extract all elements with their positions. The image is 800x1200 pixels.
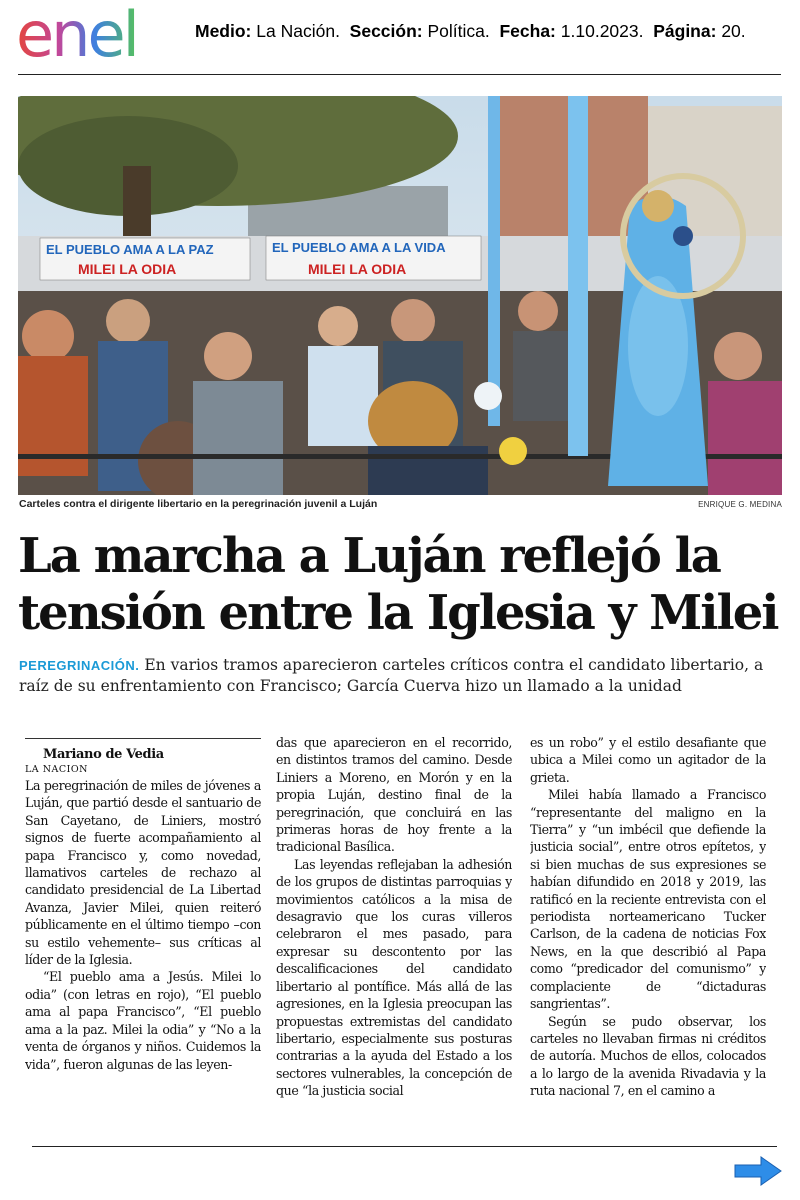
- pagina-label: Página:: [653, 21, 717, 41]
- paragraph: das que aparecieron en el recorrido, en distintos tramos del camino. Desde Liniers a Moreno, en Morón y en la propia Luján, destino final de la peregrinación, que concluirá en las primeras horas de hoy frente a la tradicional Basílica.: [276, 735, 512, 855]
- paragraph: “El pueblo ama a Jesús. Milei lo odia” (con letras en rojo), “El pueblo ama al papa Francisco”, “El pueblo ama a la paz. Milei la odia” y “No a la venta de órganos y niños. Cuidemos la vida”, fueron algunas de las leyen-: [25, 969, 261, 1072]
- outlet: LA NACION: [25, 764, 88, 775]
- paragraph: Las leyendas reflejaban la adhesión de los grupos de distintas parroquias y movimientos católicos a la misa de desagravio que los curas villeros celebraron el mes pasado, para expresar su descontento por las descalificaciones del candidato libertario al pontífice. Más allá de las agresiones, en la Iglesia preocupan las propuestas extremistas del candidato libertario, especialmente sus posturas contrarias a la ayuda del Estado a los sectores vulnerables, la concepción de que “la justicia social: [276, 856, 512, 1099]
- author: Mariano de Vedia: [43, 747, 164, 762]
- article-column-3: [530, 734, 766, 1134]
- svg-text:EL PUEBLO AMA A LA VIDA: EL PUEBLO AMA A LA VIDA: [272, 240, 446, 255]
- paragraph: Milei había llamado a Francisco “representante del maligno en la Tierra” y “un imbécil que defiende la justicia social”, entre otros epítetos, y si bien muchas de sus expresiones se habían difundido en 2018 y 2019, las ratificó en la reciente entrevista con el periodista norteamericano Tucker Carlson, de la cadena de noticias Fox News, en la que describió al Papa como “predicador del comunismo” y complaciente de “dictaduras sangrientas”.: [530, 787, 766, 1012]
- fecha-label: Fecha:: [499, 21, 556, 41]
- photo-caption: Carteles contra el dirigente libertario en la peregrinación juvenil a Luján: [19, 498, 378, 510]
- svg-text:enel: enel: [16, 4, 137, 68]
- pagina-value: 20.: [721, 21, 746, 41]
- article-column-1: [25, 738, 261, 1138]
- deck-text: En varios tramos aparecieron carteles críticos contra el candidato libertario, a raíz de su enfrentamiento con Francisco; García Cuerva hizo un llamado a la unidad: [19, 656, 764, 695]
- medio-label: Medio:: [195, 21, 252, 41]
- headline: [18, 528, 788, 642]
- medio-value: La Nación.: [256, 21, 340, 41]
- byline-rule: [25, 738, 261, 739]
- seccion-value: Política.: [427, 21, 490, 41]
- headline-line-2: tensión entre la Iglesia y Milei: [18, 585, 778, 641]
- seccion-label: Sección:: [349, 21, 423, 41]
- headline-line-1: La marcha a Luján reflejó la: [18, 528, 720, 584]
- kicker: PEREGRINACIÓN.: [19, 658, 140, 673]
- svg-text:MILEI LA ODIA: MILEI LA ODIA: [78, 261, 177, 277]
- clipping-meta: [195, 21, 746, 42]
- fecha-value: 1.10.2023.: [560, 21, 644, 41]
- svg-text:EL PUEBLO AMA A LA PAZ: EL PUEBLO AMA A LA PAZ: [46, 242, 214, 257]
- svg-text:MILEI LA ODIA: MILEI LA ODIA: [308, 261, 407, 277]
- enel-logo: [14, 4, 180, 68]
- paragraph: es un robo” y el estilo desafiante que ubica a Milei como un agitador de la grieta.: [530, 735, 766, 785]
- article-photo: [18, 96, 782, 495]
- deck: [19, 655, 789, 697]
- article-column-2: [276, 734, 512, 1134]
- paragraph: Según se pudo observar, los carteles no llevaban firmas ni créditos de autoría. Muchos de ellos, colocados a lo largo de la avenida Rivadavia y la ruta nacional 7, en el camino a: [530, 1013, 766, 1099]
- paragraph: La peregrinación de miles de jóvenes a Luján, que partió desde el santuario de San Cayetano, de Liniers, mostró signos de fuerte acompañamiento al papa Francisco y, como novedad, llamativos carteles de rechazo al candidato presidencial de La Libertad Avanza, Javier Milei, quien reiteró públicamente en el último tiempo –con su estilo vehemente– sus críticas al líder de la Iglesia.: [25, 778, 261, 968]
- arrow-right-icon[interactable]: [733, 1155, 783, 1187]
- footer-divider: [32, 1146, 777, 1147]
- header-divider: [18, 74, 781, 75]
- photo-credit: ENRIQUE G. MEDINA: [698, 500, 782, 509]
- page-header: [0, 0, 800, 76]
